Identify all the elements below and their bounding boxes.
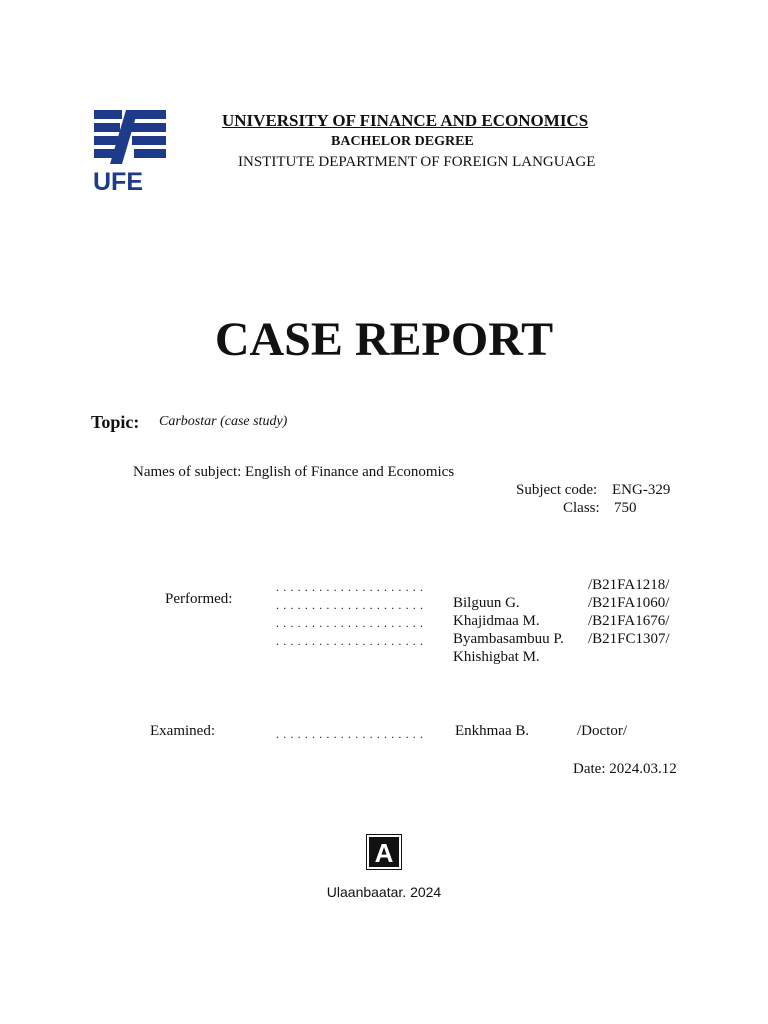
city-year: Ulaanbaatar. 2024 — [326, 884, 442, 900]
a-logo-letter: A — [374, 838, 394, 868]
topic-value: Carbostar (case study) — [159, 414, 288, 429]
examiner-name: Enkhmaa B. — [455, 723, 530, 739]
student-code: /B21FA1676/ — [588, 613, 670, 629]
performed-label: Performed: — [165, 591, 233, 607]
student-name: Khajidmaa M. — [453, 613, 540, 629]
student-name: Byambasambuu P. — [453, 631, 564, 647]
page-title: CASE REPORT — [214, 313, 554, 366]
subject-names: Names of subject: English of Finance and Economics — [133, 464, 455, 480]
class-label: Class: — [563, 500, 600, 516]
institute-name: INSTITUTE DEPARTMENT OF FOREIGN LANGUAGE — [238, 154, 596, 170]
logo-text: UFE — [93, 168, 143, 196]
degree-label: BACHELOR DEGREE — [331, 134, 474, 149]
subject-code-value: ENG-329 — [612, 482, 671, 498]
student-code: /B21FA1218/ — [588, 577, 670, 593]
signature-line: . . . . . . . . . . . . . . . . . . . . . — [276, 598, 424, 612]
report-date: Date: 2024.03.12 — [573, 761, 677, 777]
student-code: /B21FA1060/ — [588, 595, 670, 611]
signature-line: . . . . . . . . . . . . . . . . . . . . . — [276, 580, 424, 594]
student-name: Khishigbat M. — [453, 649, 540, 665]
topic-label: Topic: — [91, 412, 140, 432]
student-name: Bilguun G. — [453, 595, 520, 611]
class-value: 750 — [614, 500, 637, 516]
university-name: UNIVERSITY OF FINANCE AND ECONOMICS — [222, 111, 589, 130]
signature-line: . . . . . . . . . . . . . . . . . . . . . — [276, 616, 424, 630]
student-code: /B21FC1307/ — [588, 631, 670, 647]
examiner-title: /Doctor/ — [577, 723, 627, 739]
signature-line: . . . . . . . . . . . . . . . . . . . . . — [276, 727, 424, 741]
signature-line: . . . . . . . . . . . . . . . . . . . . . — [276, 634, 424, 648]
examined-label: Examined: — [150, 723, 215, 739]
subject-code-label: Subject code: — [516, 482, 598, 498]
a-logo-icon — [366, 834, 402, 870]
